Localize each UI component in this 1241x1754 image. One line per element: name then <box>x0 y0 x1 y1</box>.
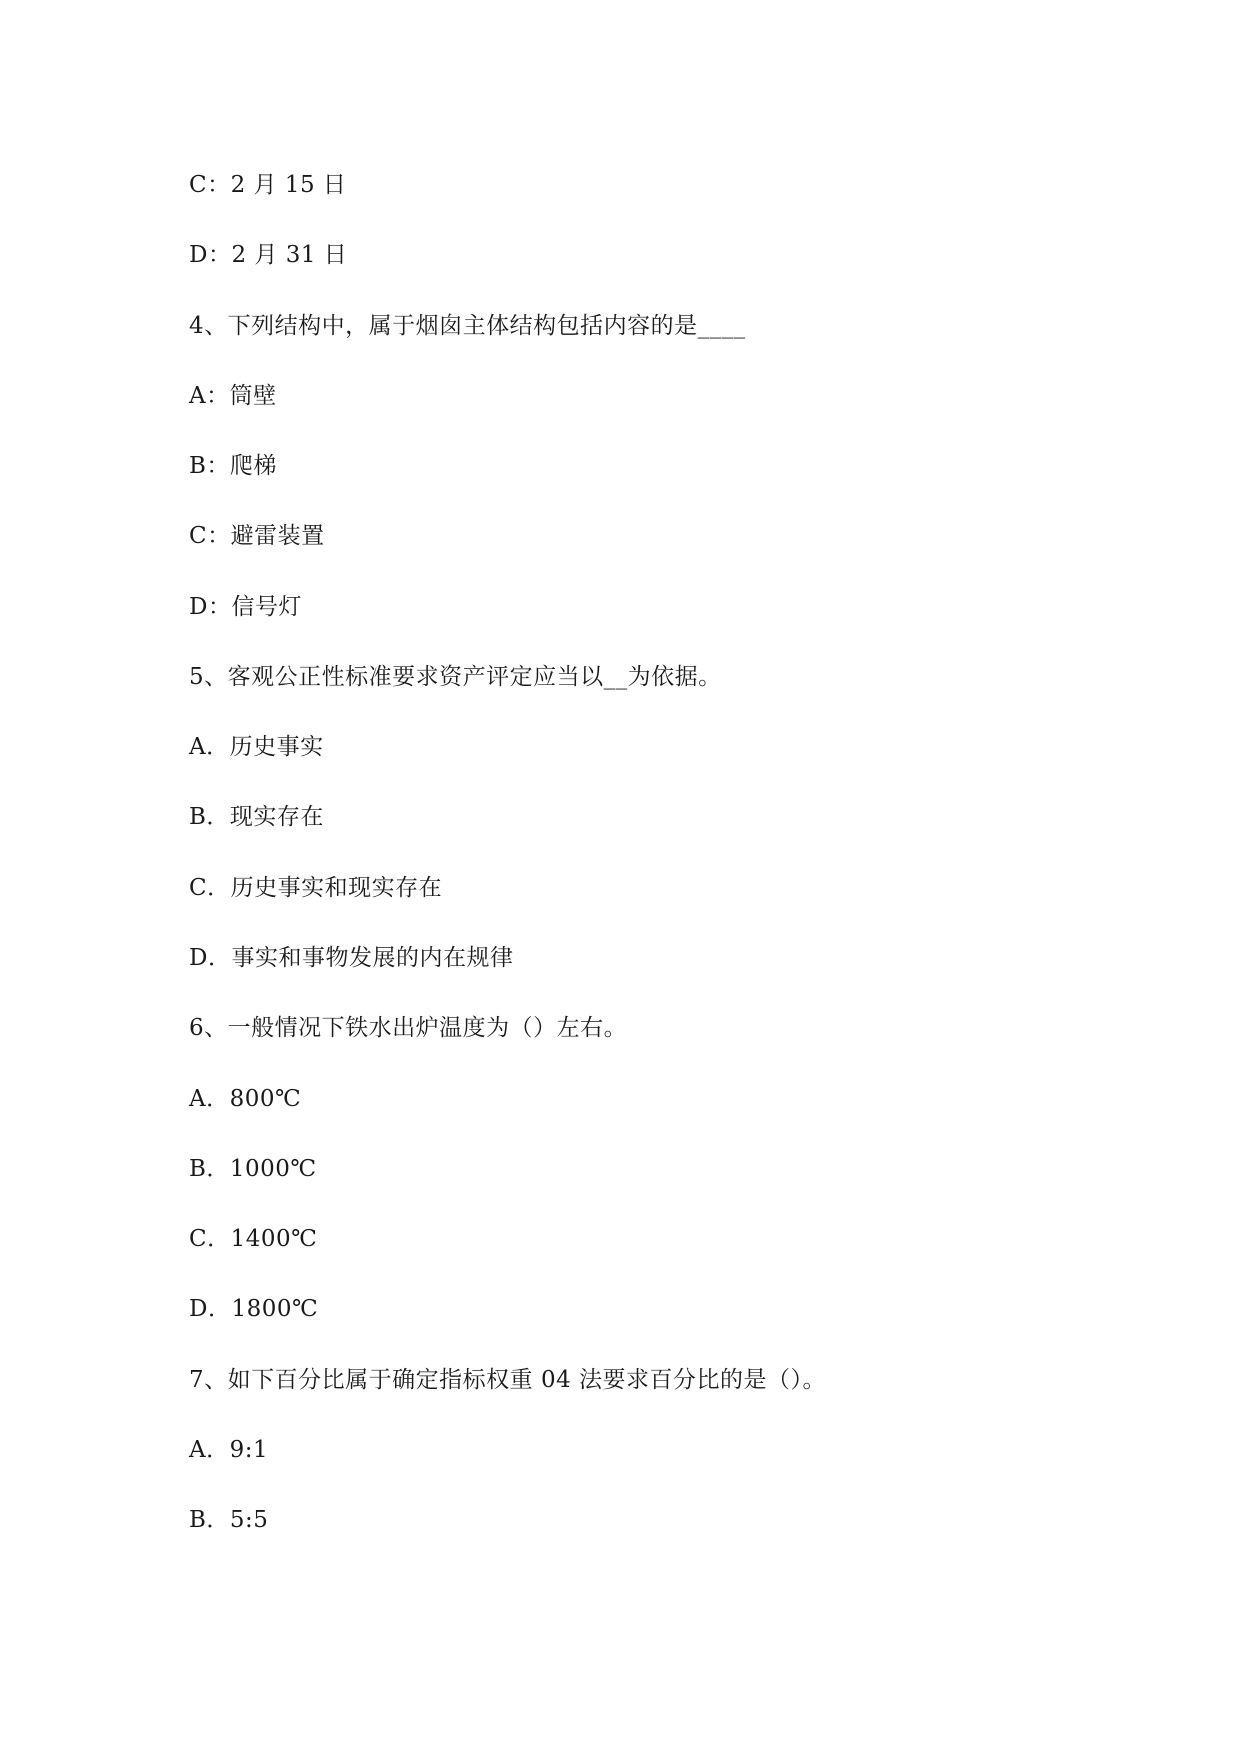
option-b-q7: B．5:5 <box>189 1507 269 1533</box>
option-c-q3: C：2 月 15 日 <box>189 172 347 198</box>
question-4: 4、下列结构中，属于烟囱主体结构包括内容的是____ <box>189 313 746 339</box>
option-a-q6: A．800℃ <box>189 1086 302 1112</box>
option-d-q5: D．事实和事物发展的内在规律 <box>189 945 514 971</box>
option-d-q3: D：2 月 31 日 <box>189 242 348 268</box>
option-b-q4: B：爬梯 <box>189 453 277 479</box>
question-6: 6、一般情况下铁水出炉温度为（）左右。 <box>189 1015 628 1041</box>
question-7: 7、如下百分比属于确定指标权重 04 法要求百分比的是（）。 <box>189 1367 827 1393</box>
question-5: 5、客观公正性标准要求资产评定应当以__为依据。 <box>189 664 722 690</box>
option-a-q5: A．历史事实 <box>189 734 324 760</box>
option-c-q6: C．1400℃ <box>189 1226 318 1252</box>
option-d-q6: D．1800℃ <box>189 1296 319 1322</box>
option-a-q4: A：筒壁 <box>189 383 277 409</box>
option-c-q4: C：避雷装置 <box>189 523 325 549</box>
option-b-q6: B．1000℃ <box>189 1156 317 1182</box>
option-d-q4: D：信号灯 <box>189 594 302 620</box>
option-c-q5: C．历史事实和现实存在 <box>189 875 443 901</box>
option-a-q7: A．9:1 <box>189 1437 269 1463</box>
option-b-q5: B．现实存在 <box>189 804 324 830</box>
